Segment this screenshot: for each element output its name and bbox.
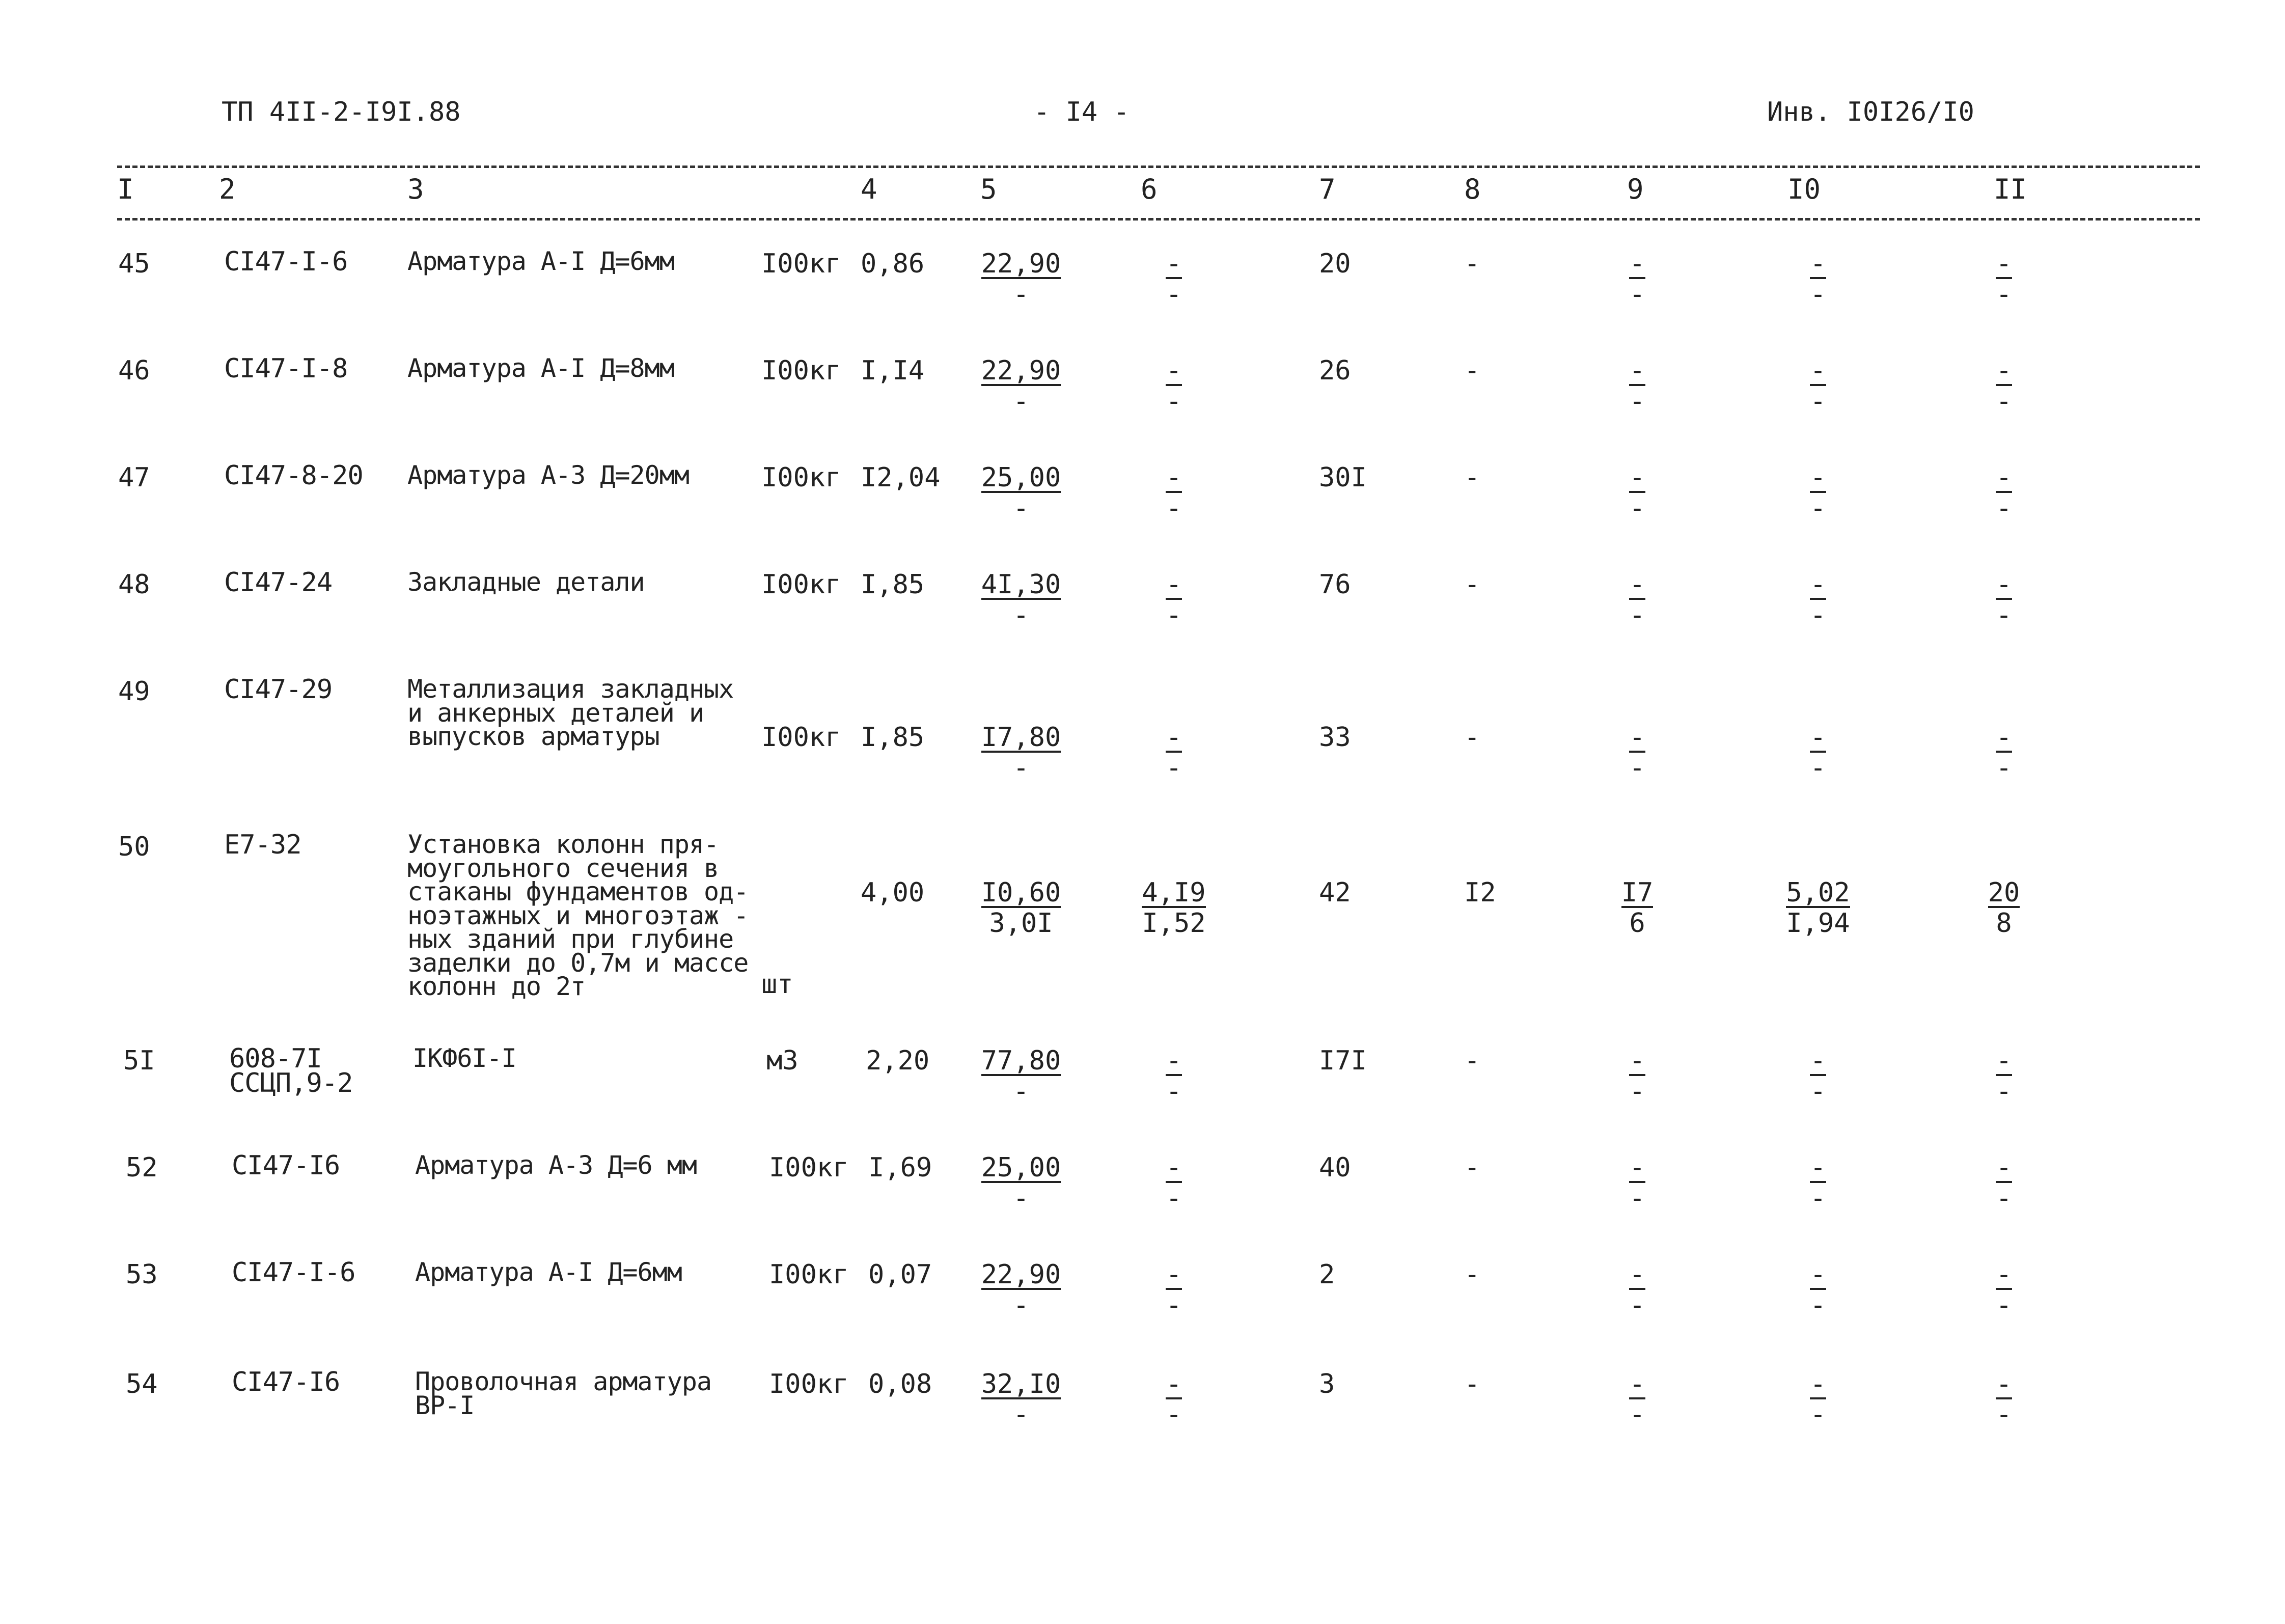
column-8-value: - [1464, 1259, 1480, 1290]
column-6-value [1141, 250, 1207, 308]
column-number: 8 [1464, 173, 1481, 205]
column-8-value: I2 [1464, 877, 1496, 908]
column-11-value-denominator: - [1996, 1290, 2012, 1320]
column-11-value [1986, 723, 2022, 781]
quantity: I,85 [861, 722, 925, 753]
column-6-value-denominator: - [1166, 386, 1182, 417]
column-9-value-numerator: - [1629, 1259, 1645, 1290]
column-number: II [1994, 173, 2027, 205]
column-6-value [1141, 1260, 1207, 1318]
column-11-value-denominator: - [1996, 600, 2012, 630]
cost-per-unit [978, 462, 1064, 524]
column-9-value-denominator: - [1629, 1399, 1645, 1430]
quantity: 2,20 [866, 1045, 930, 1076]
row-number: 53 [126, 1259, 158, 1290]
work-code: CI47-I6 [232, 1367, 340, 1397]
column-11-value-denominator: 8 [1996, 908, 2012, 939]
column-10-value [1777, 250, 1859, 308]
column-11-value [1986, 878, 2022, 937]
column-6-value-numerator: - [1166, 1152, 1182, 1183]
inventory-number: Инв. I0I26/I0 [1767, 97, 1974, 127]
column-9-value-denominator: 6 [1629, 908, 1645, 939]
column-6-value-numerator: - [1166, 462, 1182, 493]
column-11-value-numerator: 20 [1988, 877, 2020, 908]
work-description: Установка колонн пря- моугольного сечения в стаканы фундаментов од- ноэтажных и многоэтаж - ных зданий при глубине заделки до 0,7м и массе колонн до 2т [407, 830, 749, 1001]
quantity: 0,07 [868, 1259, 932, 1290]
work-description: Закладные детали [407, 567, 645, 597]
work-code: CI47-I-6 [232, 1257, 355, 1288]
cost-per-unit [978, 1370, 1064, 1428]
column-8-value: - [1464, 1045, 1480, 1076]
work-code: CI47-I6 [232, 1150, 340, 1181]
cost-per-unit [978, 570, 1064, 628]
column-11-value [1986, 356, 2022, 415]
column-8-value: - [1464, 1369, 1480, 1399]
row-number: 50 [118, 832, 150, 862]
cost-per-unit-denominator: - [1013, 1183, 1029, 1214]
column-11-value [1986, 1153, 2022, 1212]
cost-per-unit-denominator: - [1013, 753, 1029, 783]
column-6-value [1141, 462, 1207, 524]
column-10-value [1777, 1047, 1859, 1105]
cost-per-unit [978, 723, 1064, 781]
column-9-value-numerator: - [1629, 1152, 1645, 1183]
column-10-value-numerator: - [1810, 355, 1826, 386]
column-10-value-denominator: - [1810, 1183, 1826, 1214]
column-6-value-numerator: - [1166, 722, 1182, 753]
column-9-value-denominator: - [1629, 386, 1645, 417]
total-cost: 40 [1319, 1152, 1351, 1183]
cost-per-unit-numerator: 25,00 [981, 462, 1061, 493]
column-6-value-denominator: - [1166, 493, 1182, 524]
column-9-value-numerator: - [1629, 1045, 1645, 1076]
total-cost: 30I [1319, 462, 1367, 493]
cost-per-unit-numerator: 22,90 [981, 355, 1061, 386]
column-10-value-numerator: - [1810, 249, 1826, 279]
work-description: Арматура А-I Д=6мм [407, 246, 674, 276]
column-6-value-denominator: - [1166, 600, 1182, 630]
unit: I00кг [761, 249, 841, 279]
column-9-value-numerator: I7 [1621, 877, 1654, 908]
column-6-value-denominator: I,52 [1142, 908, 1206, 939]
column-8-value: - [1464, 355, 1480, 386]
column-10-value-denominator: I,94 [1786, 908, 1850, 939]
column-10-value-denominator: - [1810, 753, 1826, 783]
column-11-value-numerator: - [1996, 355, 2012, 386]
column-10-value-numerator: - [1810, 722, 1826, 753]
column-number: I0 [1787, 173, 1821, 205]
header-top-rule [117, 166, 2200, 168]
column-6-value-denominator: - [1166, 1183, 1182, 1214]
work-description: Металлизация закладных и анкерных деталей и выпусков арматуры [407, 674, 734, 751]
cost-per-unit-denominator: - [1013, 386, 1029, 417]
column-6-value-numerator: - [1166, 1045, 1182, 1076]
unit: I00кг [761, 355, 841, 386]
cost-per-unit-numerator: 32,I0 [981, 1369, 1061, 1399]
column-10-value-numerator: 5,02 [1786, 877, 1850, 908]
column-9-value-numerator: - [1629, 1369, 1645, 1399]
column-10-value [1777, 878, 1859, 937]
work-description: IКФ6I-I [412, 1043, 516, 1073]
column-number: 2 [219, 173, 236, 205]
column-number: 5 [980, 173, 997, 205]
column-8-value: - [1464, 462, 1480, 493]
row-number: 5I [123, 1045, 155, 1076]
total-cost: 76 [1319, 569, 1351, 600]
column-9-value [1619, 878, 1655, 937]
column-11-value-denominator: - [1996, 1183, 2012, 1214]
quantity: I,69 [868, 1152, 932, 1183]
column-9-value [1619, 1260, 1655, 1318]
quantity: I2,04 [861, 462, 941, 493]
column-6-value-denominator: - [1166, 1076, 1182, 1107]
column-11-value-denominator: - [1996, 493, 2012, 524]
column-10-value-denominator: - [1810, 386, 1826, 417]
cost-per-unit-denominator: 3,0I [989, 908, 1053, 939]
column-8-value: - [1464, 569, 1480, 600]
column-11-value-numerator: - [1996, 722, 2012, 753]
column-number: 4 [861, 173, 877, 205]
column-6-value [1141, 1047, 1207, 1105]
cost-per-unit [978, 356, 1064, 415]
cost-per-unit [978, 250, 1064, 308]
cost-per-unit-denominator: - [1013, 493, 1029, 524]
column-10-value [1777, 356, 1859, 415]
column-9-value-numerator: - [1629, 355, 1645, 386]
column-10-value-numerator: - [1810, 1259, 1826, 1290]
work-description: Проволочная арматура ВР-I [415, 1367, 712, 1420]
work-code: CI47-24 [224, 567, 333, 598]
unit: I00кг [761, 462, 841, 493]
work-code: E7-32 [224, 830, 301, 860]
column-9-value-denominator: - [1629, 1183, 1645, 1214]
work-description: Арматура А-3 Д=6 мм [415, 1150, 697, 1180]
column-10-value-numerator: - [1810, 1369, 1826, 1399]
cost-per-unit-denominator: - [1013, 279, 1029, 310]
column-6-value-numerator: - [1166, 249, 1182, 279]
row-number: 52 [126, 1152, 158, 1183]
column-11-value-denominator: - [1996, 386, 2012, 417]
total-cost: 20 [1319, 249, 1351, 279]
column-9-value-numerator: - [1629, 722, 1645, 753]
column-11-value-denominator: - [1996, 753, 2012, 783]
column-8-value: - [1464, 722, 1480, 753]
column-11-value-numerator: - [1996, 462, 2012, 493]
column-9-value [1619, 356, 1655, 415]
column-6-value-denominator: - [1166, 279, 1182, 310]
column-10-value [1777, 1370, 1859, 1428]
unit: I00кг [769, 1259, 849, 1290]
cost-per-unit-numerator: I7,80 [981, 722, 1061, 753]
column-9-value-numerator: - [1629, 249, 1645, 279]
column-10-value-denominator: - [1810, 1399, 1826, 1430]
row-number: 45 [118, 249, 150, 279]
column-6-value [1141, 1153, 1207, 1212]
column-9-value [1619, 723, 1655, 781]
column-9-value-denominator: - [1629, 493, 1645, 524]
cost-per-unit-denominator: - [1013, 600, 1029, 630]
cost-per-unit-numerator: 25,00 [981, 1152, 1061, 1183]
unit: I00кг [761, 722, 841, 753]
column-11-value-numerator: - [1996, 1045, 2012, 1076]
column-6-value-numerator: - [1166, 1369, 1182, 1399]
column-number: 6 [1141, 173, 1158, 205]
total-cost: 42 [1319, 877, 1351, 908]
work-code: CI47-8-20 [224, 460, 363, 491]
column-11-value-numerator: - [1996, 249, 2012, 279]
cost-per-unit-numerator: 22,90 [981, 249, 1061, 279]
column-6-value [1141, 570, 1207, 628]
column-6-value-numerator: - [1166, 1259, 1182, 1290]
column-number: 7 [1319, 173, 1336, 205]
work-description: Арматура А-I Д=8мм [407, 353, 674, 383]
column-9-value [1619, 462, 1655, 524]
column-6-value [1141, 878, 1207, 937]
column-10-value-numerator: - [1810, 569, 1826, 600]
column-11-value-denominator: - [1996, 1076, 2012, 1107]
cost-per-unit-denominator: - [1013, 1399, 1029, 1430]
column-9-value-denominator: - [1629, 600, 1645, 630]
row-number: 46 [118, 355, 150, 386]
column-11-value-numerator: - [1996, 1259, 2012, 1290]
column-11-value-numerator: - [1996, 1369, 2012, 1399]
cost-per-unit [978, 878, 1064, 937]
work-code: CI47-29 [224, 674, 333, 705]
document-code: ТП 4II-2-I9I.88 [222, 97, 461, 127]
row-number: 48 [118, 569, 150, 600]
column-9-value-denominator: - [1629, 1076, 1645, 1107]
column-9-value [1619, 1047, 1655, 1105]
column-10-value [1777, 1260, 1859, 1318]
column-6-value-denominator: - [1166, 1290, 1182, 1320]
column-10-value-denominator: - [1810, 1076, 1826, 1107]
column-6-value-numerator: 4,I9 [1142, 877, 1206, 908]
column-9-value-numerator: - [1629, 462, 1645, 493]
column-6-value-numerator: - [1166, 569, 1182, 600]
total-cost: 2 [1319, 1259, 1335, 1290]
column-11-value [1986, 1047, 2022, 1105]
total-cost: 26 [1319, 355, 1351, 386]
unit: I00кг [761, 569, 841, 600]
work-code: 608-7I ССЦП,9-2 [229, 1043, 353, 1099]
work-description: Арматура А-3 Д=20мм [407, 460, 689, 490]
quantity: I,I4 [861, 355, 925, 386]
column-6-value-denominator: - [1166, 1399, 1182, 1430]
column-9-value [1619, 1370, 1655, 1428]
column-10-value-denominator: - [1810, 279, 1826, 310]
column-11-value [1986, 462, 2022, 524]
row-number: 47 [118, 462, 150, 493]
column-11-value-denominator: - [1996, 1399, 2012, 1430]
column-11-value [1986, 250, 2022, 308]
column-11-value-denominator: - [1996, 279, 2012, 310]
unit: I00кг [769, 1369, 849, 1399]
column-6-value [1141, 1370, 1207, 1428]
column-11-value-numerator: - [1996, 1152, 2012, 1183]
column-9-value-numerator: - [1629, 569, 1645, 600]
column-8-value: - [1464, 1152, 1480, 1183]
column-10-value [1777, 723, 1859, 781]
column-11-value-numerator: - [1996, 569, 2012, 600]
column-6-value [1141, 356, 1207, 415]
column-9-value-denominator: - [1629, 753, 1645, 783]
column-10-value-denominator: - [1810, 493, 1826, 524]
column-10-value [1777, 570, 1859, 628]
column-9-value-denominator: - [1629, 279, 1645, 310]
column-9-value-denominator: - [1629, 1290, 1645, 1320]
column-number: 3 [407, 173, 424, 205]
cost-per-unit [978, 1260, 1064, 1318]
header-bottom-rule [117, 218, 2200, 221]
column-9-value [1619, 250, 1655, 308]
page-number: - I4 - [1034, 97, 1130, 127]
unit: м3 [766, 1045, 799, 1076]
quantity: 4,00 [861, 877, 925, 908]
cost-per-unit-numerator: 77,80 [981, 1045, 1061, 1076]
column-number: 9 [1627, 173, 1644, 205]
column-11-value [1986, 1370, 2022, 1428]
cost-per-unit-numerator: I0,60 [981, 877, 1061, 908]
quantity: 0,86 [861, 249, 925, 279]
cost-per-unit [978, 1047, 1064, 1105]
quantity: 0,08 [868, 1369, 932, 1399]
column-10-value-numerator: - [1810, 1045, 1826, 1076]
work-code: CI47-I-6 [224, 246, 348, 277]
column-9-value [1619, 570, 1655, 628]
column-10-value-numerator: - [1810, 1152, 1826, 1183]
cost-per-unit-denominator: - [1013, 1076, 1029, 1107]
column-6-value [1141, 723, 1207, 781]
total-cost: I7I [1319, 1045, 1367, 1076]
work-description: Арматура А-I Д=6мм [415, 1257, 682, 1287]
column-8-value: - [1464, 249, 1480, 279]
column-number: I [117, 173, 134, 205]
column-10-value-numerator: - [1810, 462, 1826, 493]
column-6-value-numerator: - [1166, 355, 1182, 386]
column-11-value [1986, 1260, 2022, 1318]
column-10-value [1777, 462, 1859, 524]
unit: шт [761, 969, 793, 1000]
row-number: 54 [126, 1369, 158, 1399]
row-number: 49 [118, 676, 150, 707]
total-cost: 33 [1319, 722, 1351, 753]
column-10-value-denominator: - [1810, 600, 1826, 630]
column-10-value-denominator: - [1810, 1290, 1826, 1320]
cost-per-unit [978, 1153, 1064, 1212]
work-code: CI47-I-8 [224, 353, 348, 384]
column-9-value [1619, 1153, 1655, 1212]
column-10-value [1777, 1153, 1859, 1212]
cost-per-unit-numerator: 4I,30 [981, 569, 1061, 600]
cost-per-unit-denominator: - [1013, 1290, 1029, 1320]
unit: I00кг [769, 1152, 849, 1183]
column-6-value-denominator: - [1166, 753, 1182, 783]
column-11-value [1986, 570, 2022, 628]
quantity: I,85 [861, 569, 925, 600]
cost-per-unit-numerator: 22,90 [981, 1259, 1061, 1290]
total-cost: 3 [1319, 1369, 1335, 1399]
